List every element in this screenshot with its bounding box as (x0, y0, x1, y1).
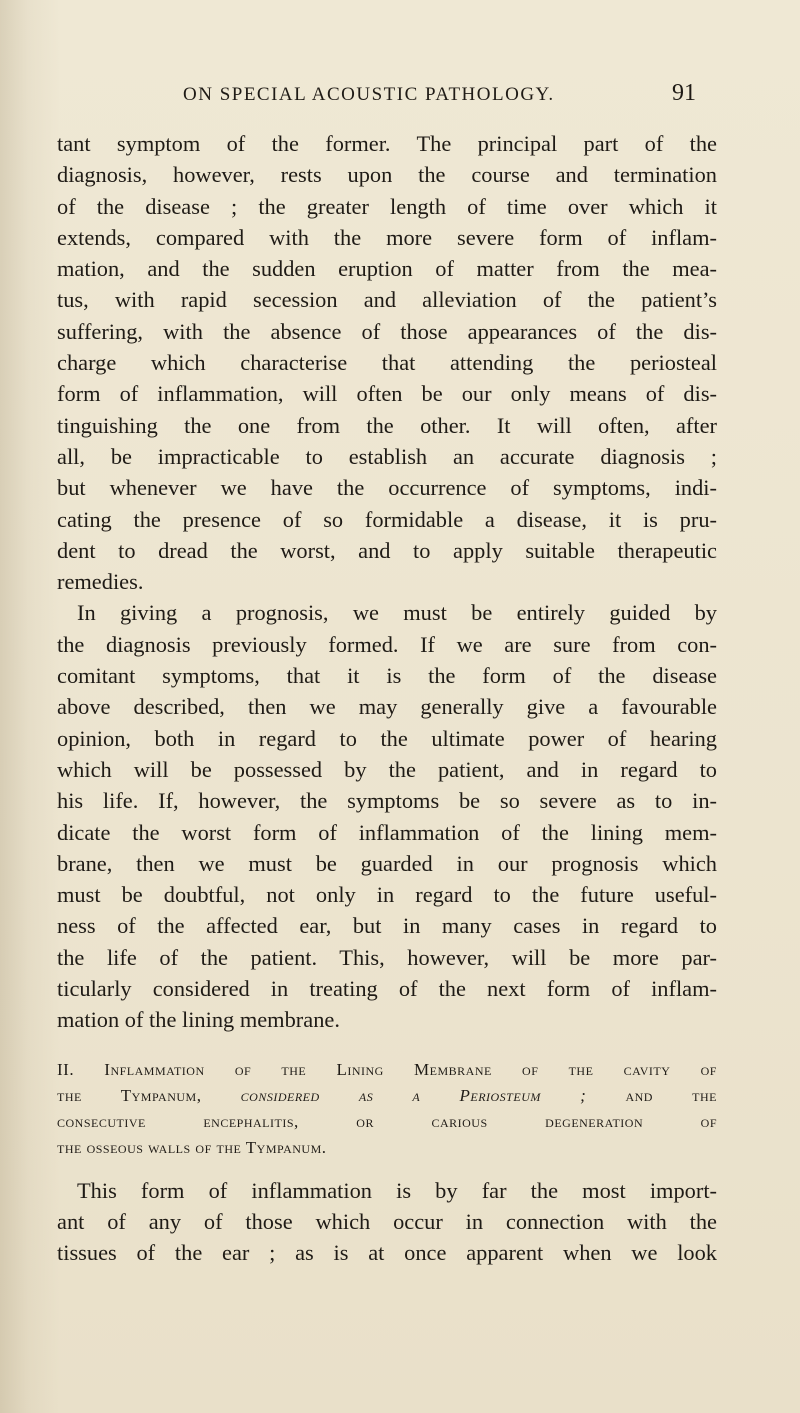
text-line: tinguishing the one from the other. It will often, after (57, 412, 717, 438)
running-head: ON SPECIAL ACOUSTIC PATHOLOGY. (183, 84, 555, 105)
text-line: brane, then we must be guarded in our prognosis which (57, 850, 717, 876)
text-line: dent to dread the worst, and to apply suitable therapeutic (57, 537, 717, 563)
heading-fragment: the Tympanum, (57, 1085, 241, 1105)
text-line: which will be possessed by the patient, and in regard to (57, 756, 717, 782)
text-line: tant symptom of the former. The principal part of the (57, 131, 717, 156)
heading-fragment-italic: considered as a Periosteum ; (240, 1085, 587, 1105)
text-line: remedies. (57, 569, 144, 595)
text-line: charge which characterise that attending the periosteal (57, 350, 717, 376)
heading-fragment: and the (586, 1085, 717, 1105)
text-line: his life. If, however, the symptoms be so severe as to in- (57, 788, 717, 814)
page-header (0, 80, 800, 114)
text-line: This form of inflammation is by far the most import- (77, 1177, 717, 1203)
heading-line (57, 1083, 717, 1109)
paragraph-inflammation (57, 1175, 717, 1269)
text-line: diagnosis, however, rests upon the course and termination (57, 162, 717, 188)
text-line: but whenever we have the occurrence of symptoms, indi- (57, 475, 717, 501)
text-line: comitant symptoms, that it is the form of the disease (57, 663, 717, 689)
paragraph-prognosis (57, 597, 717, 1035)
text-line: all, be impracticable to establish an accurate diagnosis ; (57, 443, 717, 469)
text-line: form of inflammation, will often be our only means of dis- (57, 381, 717, 407)
text-line: ticularly considered in treating of the next form of inflam- (57, 976, 717, 1002)
heading-line: consecutive encephalitis, or carious degeneration of (57, 1111, 717, 1131)
text-line: ness of the affected ear, but in many cases in regard to (57, 913, 717, 939)
text-line: extends, compared with the more severe form of inflam- (57, 224, 717, 250)
heading-line: the osseous walls of the Tympanum. (57, 1137, 327, 1157)
text-line: mation, and the sudden eruption of matter from the mea- (57, 256, 717, 282)
text-line: tissues of the ear ; as is at once apparent when we look (57, 1240, 717, 1266)
text-line: the diagnosis previously formed. If we are sure from con- (57, 631, 717, 657)
text-line: above described, then we may generally give a favourable (57, 694, 717, 720)
text-line: ant of any of those which occur in connection with the (57, 1208, 717, 1234)
text-line: dicate the worst form of inflammation of the lining mem- (57, 819, 717, 845)
text-line: the life of the patient. This, however, will be more par- (57, 944, 717, 970)
body-text (57, 128, 717, 1269)
paragraph-diagnosis (57, 128, 717, 597)
text-line: suffering, with the absence of those appearances of the dis- (57, 318, 717, 344)
heading-line: II. Inflammation of the Lining Membrane of the cavity of (57, 1059, 717, 1079)
text-line: opinion, both in regard to the ultimate power of hearing (57, 725, 717, 751)
text-line: In giving a prognosis, we must be entirely guided by (77, 600, 717, 626)
text-line: of the disease ; the greater length of time over which it (57, 193, 717, 219)
text-line: cating the presence of so formidable a disease, it is pru- (57, 506, 717, 532)
text-line: mation of the lining membrane. (57, 1007, 340, 1033)
text-line: must be doubtful, not only in regard to the future useful- (57, 882, 717, 908)
text-line: tus, with rapid secession and alleviation of the patient’s (57, 287, 717, 313)
section-heading (57, 1057, 717, 1161)
page-number: 91 (672, 80, 696, 106)
